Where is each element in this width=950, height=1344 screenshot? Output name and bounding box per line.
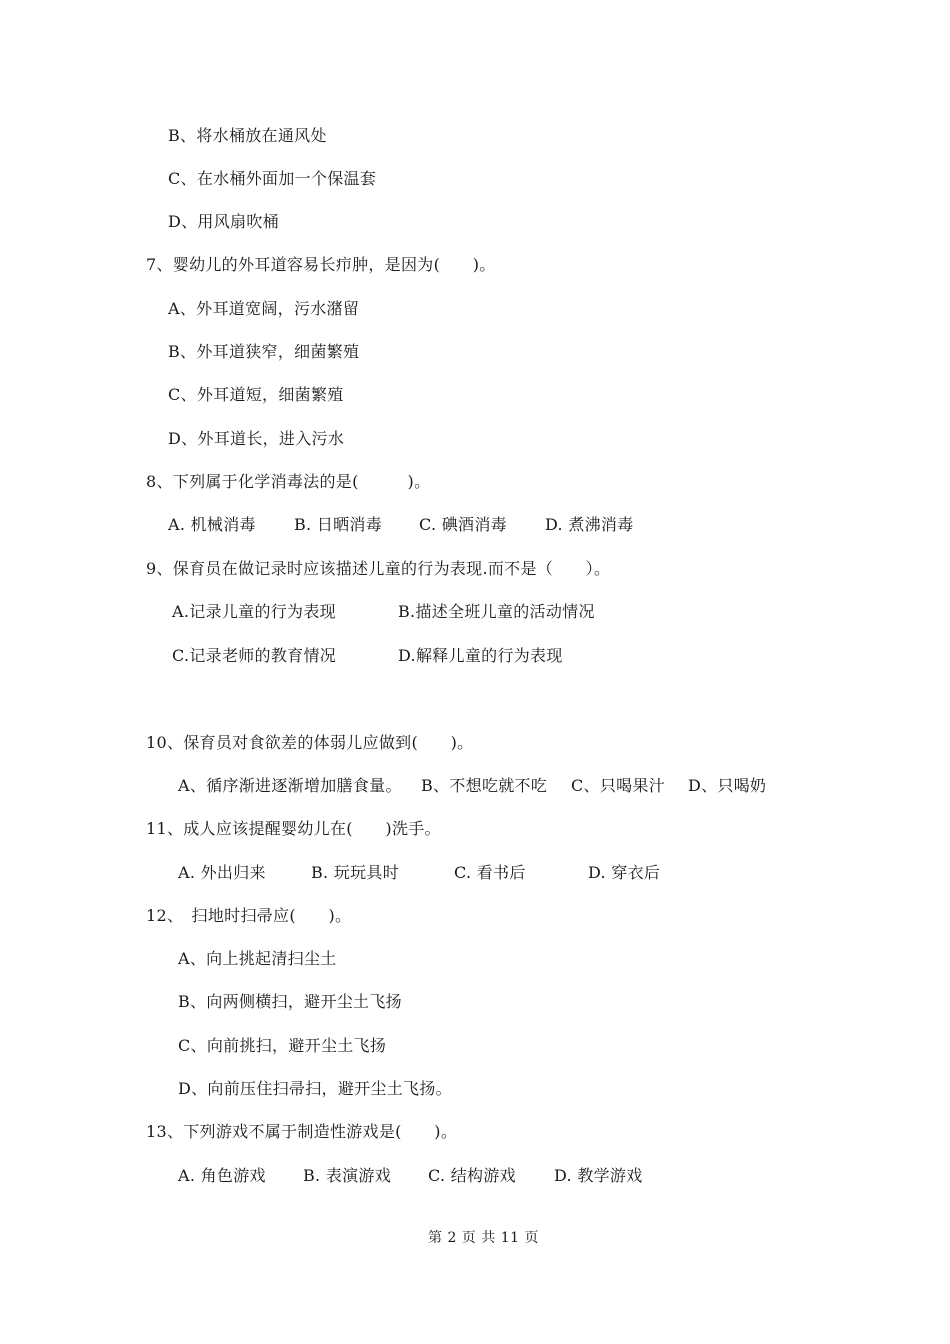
q9-option-b: B.描述全班儿童的活动情况 xyxy=(398,602,595,621)
q10-stem: 10、保育员对食欲差的体弱儿应做到( )。 xyxy=(146,733,474,752)
q8-option-d: D. 煮沸消毒 xyxy=(545,515,634,534)
q11-option-d: D. 穿衣后 xyxy=(588,863,661,882)
q9-option-a: A.记录儿童的行为表现 xyxy=(172,602,336,621)
q9-stem: 9、保育员在做记录时应该描述儿童的行为表现.而不是（ ）。 xyxy=(146,559,611,578)
q13-option-c: C. 结构游戏 xyxy=(428,1166,516,1185)
q8-option-b: B. 日晒消毒 xyxy=(294,515,383,534)
q11-option-a: A. 外出归来 xyxy=(178,863,266,882)
q12-option-b: B、向两侧横扫，避开尘土飞扬 xyxy=(178,992,402,1011)
q10-option-a: A、循序渐进逐渐增加膳食量。 xyxy=(178,776,402,795)
page-number-footer: 第 2 页 共 11 页 xyxy=(428,1230,539,1246)
q7-option-c: C、外耳道短，细菌繁殖 xyxy=(168,385,344,404)
q10-option-d: D、只喝奶 xyxy=(688,776,767,795)
q7-option-d: D、外耳道长，进入污水 xyxy=(168,429,345,448)
q10-option-c: C、只喝果汁 xyxy=(571,776,666,795)
q12-option-c: C、向前挑扫，避开尘土飞扬 xyxy=(178,1036,387,1055)
q12-stem: 12、 扫地时扫帚应( )。 xyxy=(146,906,352,925)
q7-stem: 7、婴幼儿的外耳道容易长疖肿，是因为( )。 xyxy=(146,255,496,274)
q6-option-d: D、用风扇吹桶 xyxy=(168,212,279,231)
q12-option-a: A、向上挑起清扫尘土 xyxy=(178,949,337,968)
q8-option-a: A. 机械消毒 xyxy=(168,515,256,534)
q13-stem: 13、下列游戏不属于制造性游戏是( )。 xyxy=(146,1122,458,1141)
q13-option-a: A. 角色游戏 xyxy=(178,1166,266,1185)
q9-option-d: D.解释儿童的行为表现 xyxy=(398,646,563,665)
q8-option-c: C. 碘酒消毒 xyxy=(419,515,507,534)
q13-option-b: B. 表演游戏 xyxy=(303,1166,392,1185)
q11-stem: 11、成人应该提醒婴幼儿在( )洗手。 xyxy=(146,819,441,838)
q7-option-b: B、外耳道狭窄，细菌繁殖 xyxy=(168,342,360,361)
q10-option-b: B、不想吃就不吃 xyxy=(421,776,548,795)
q9-option-c: C.记录老师的教育情况 xyxy=(172,646,337,665)
q12-option-d: D、向前压住扫帚扫，避开尘土飞扬。 xyxy=(178,1079,452,1098)
q11-option-c: C. 看书后 xyxy=(454,863,526,882)
q7-option-a: A、外耳道宽阔，污水潴留 xyxy=(168,299,360,318)
q6-option-c: C、在水桶外面加一个保温套 xyxy=(168,169,377,188)
q11-option-b: B. 玩玩具时 xyxy=(311,863,400,882)
q6-option-b: B、将水桶放在通风处 xyxy=(168,126,327,145)
q13-option-d: D. 教学游戏 xyxy=(554,1166,643,1185)
q8-stem: 8、下列属于化学消毒法的是( )。 xyxy=(146,472,431,491)
